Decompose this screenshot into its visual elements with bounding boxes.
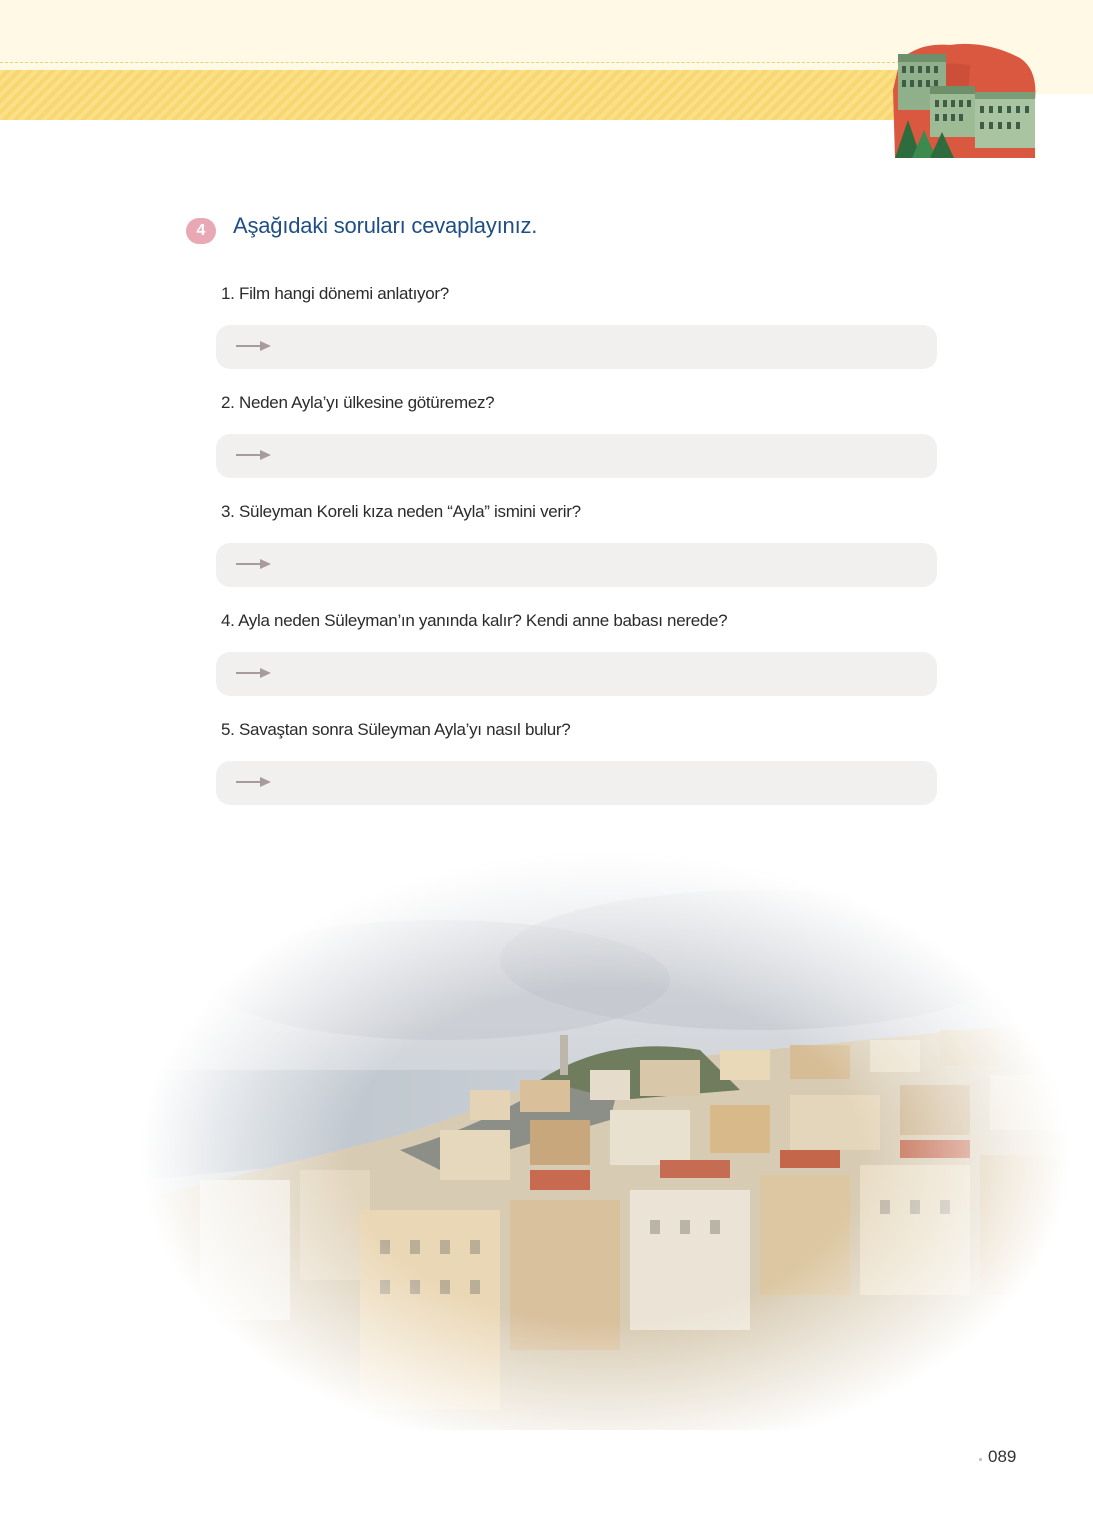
answer-field[interactable] [216, 761, 937, 805]
question-text: 3. Süleyman Koreli kıza neden “Ayla” ismini verir? [221, 502, 581, 521]
question-text: 2. Neden Ayla’yı ülkesine götüremez? [221, 393, 495, 412]
coastal-city-photo [140, 820, 1070, 1430]
arrow-right-icon [236, 450, 272, 460]
header-dashed-divider [0, 62, 900, 63]
question-text: 4. Ayla neden Süleyman’ın yanında kalır? Kendi anne babası nerede? [221, 611, 728, 630]
page-number-dot [979, 1458, 982, 1461]
arrow-right-icon [236, 668, 272, 678]
question-text: 1. Film hangi dönemi anlatıyor? [221, 284, 449, 303]
answer-field[interactable] [216, 434, 937, 478]
exercise-title: Aşağıdaki soruları cevaplayınız. [233, 213, 538, 238]
page-number: 089 [988, 1447, 1017, 1466]
answer-field[interactable] [216, 325, 937, 369]
header-striped-banner [0, 70, 905, 120]
arrow-right-icon [236, 777, 272, 787]
question-text: 5. Savaştan sonra Süleyman Ayla’yı nasıl bulur? [221, 720, 571, 739]
arrow-right-icon [236, 559, 272, 569]
arrow-right-icon [236, 341, 272, 351]
monastery-illustration [890, 40, 1040, 160]
answer-field[interactable] [216, 543, 937, 587]
exercise-number-badge: 4 [186, 218, 216, 244]
answer-field[interactable] [216, 652, 937, 696]
